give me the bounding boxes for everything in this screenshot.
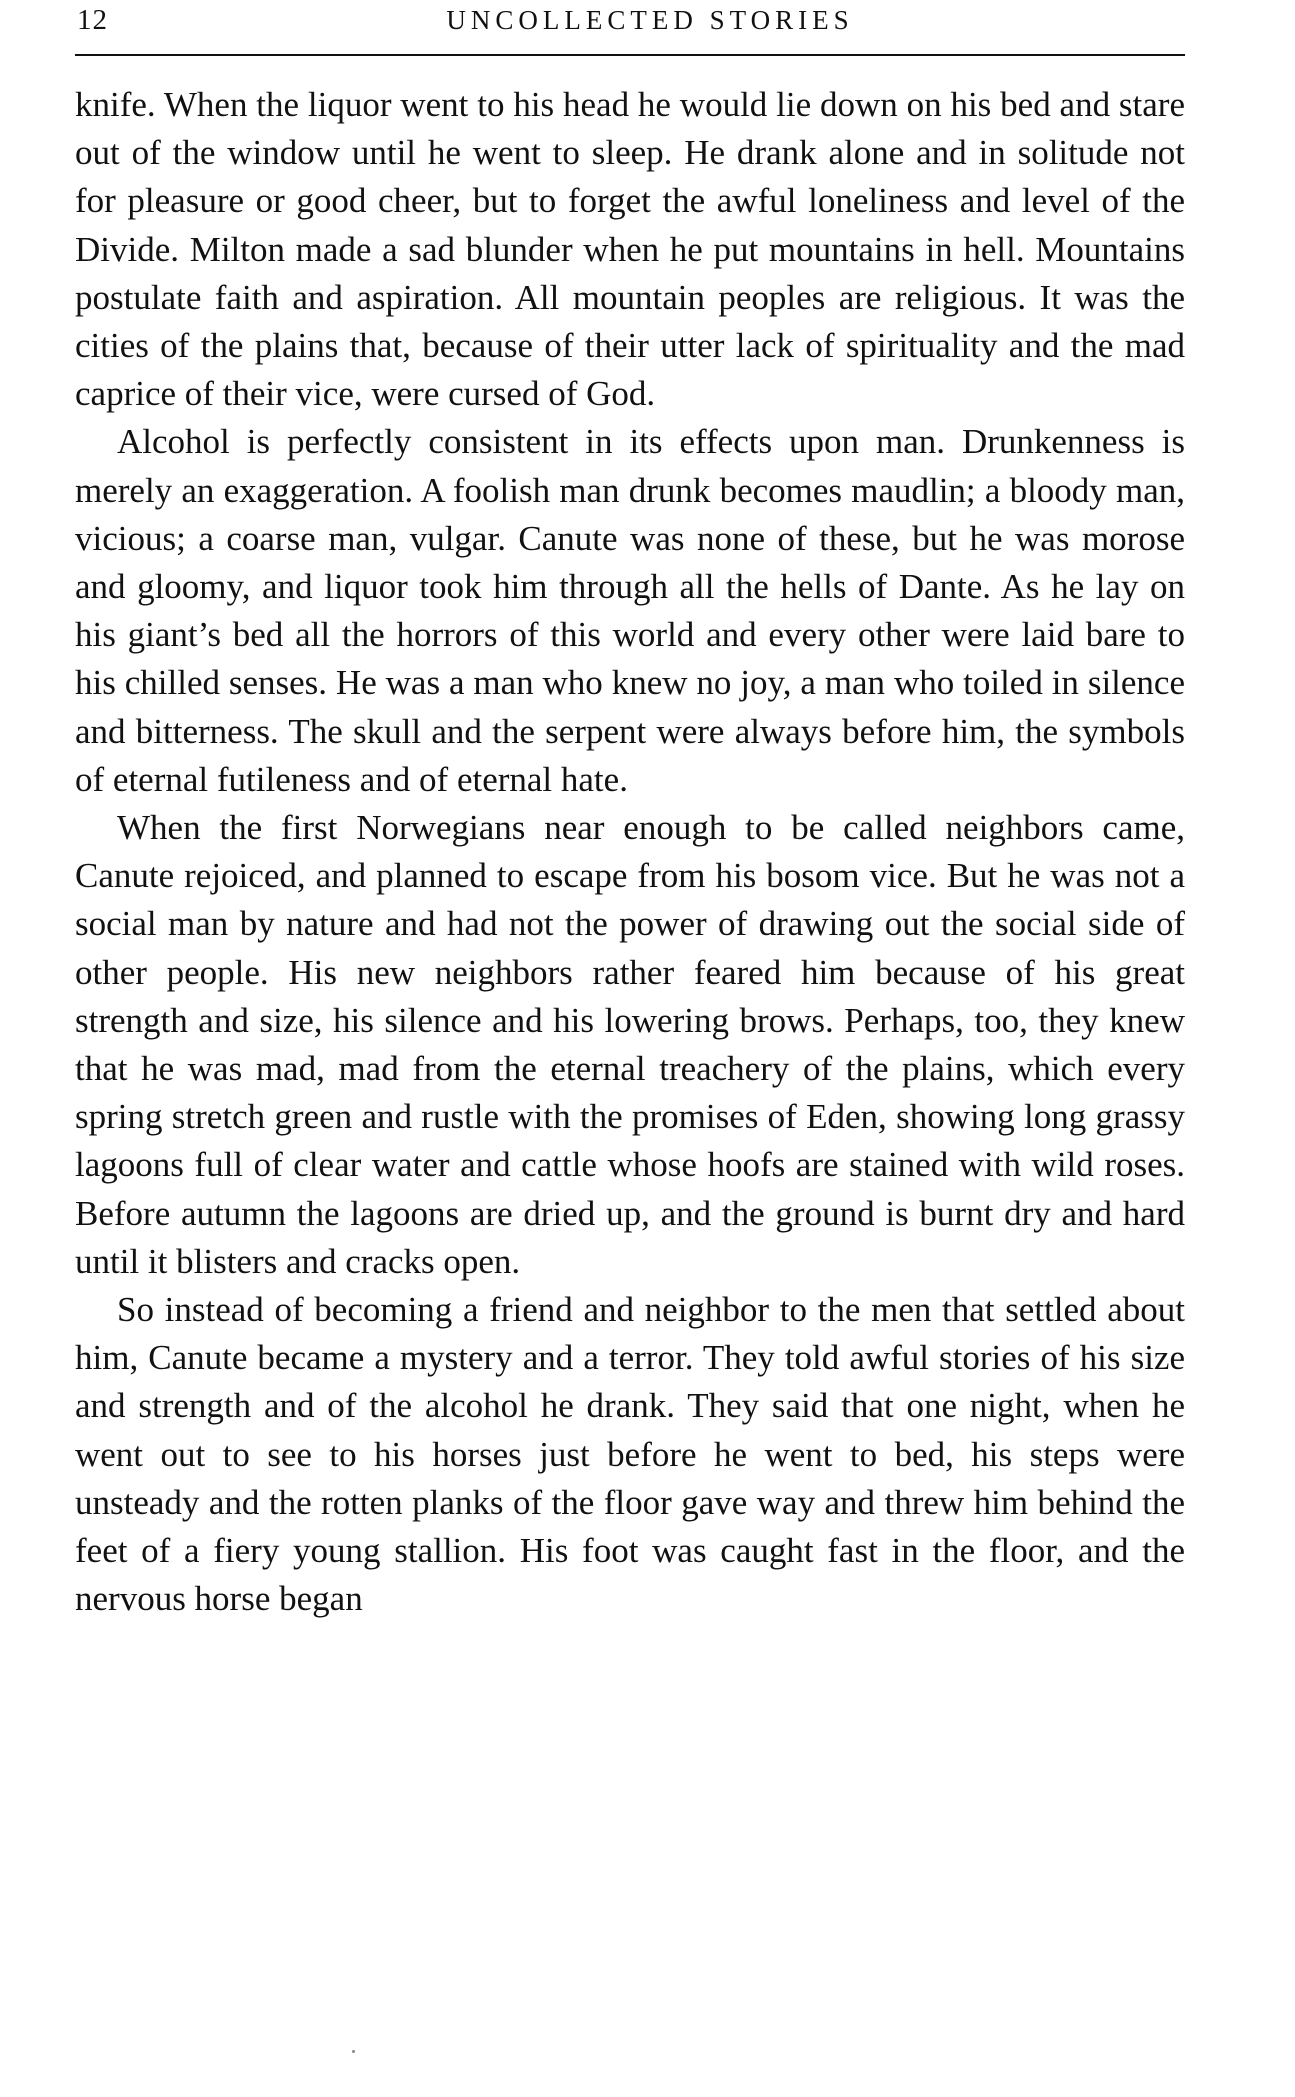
page-number: 12 xyxy=(77,4,108,36)
paragraph-mystery: So instead of becoming a friend and neighbor to the men that settled about him, Canute became a mystery and a terror. They told awful stories of his size and strength and of the alcohol he drank. They said that one night, when he went out to see to his horses just before he went to bed, his steps were unsteady and the rotten planks of the floor gave way and threw him behind the feet of a fiery young stallion. His foot was caught fast in the floor, and the nervous horse began xyxy=(75,1290,1185,1619)
print-speck xyxy=(352,2050,355,2053)
running-head xyxy=(75,2,1185,42)
paragraph-continuation: knife. When the liquor went to his head he would lie down on his bed and stare out of the window until he went to sleep. He drank alone and in solitude not for pleasure or good cheer, but to forget the awful loneliness and level of the Divide. Milton made a sad blunder when he put mountains in hell. Mountains postulate faith and aspiration. All mountain peoples are religious. It was the cities of the plains that, because of their utter lack of spirituality and the mad caprice of their vice, were cursed of God. xyxy=(75,85,1185,414)
book-page xyxy=(75,0,1185,1624)
body-text xyxy=(75,81,1185,1624)
running-title: UNCOLLECTED STORIES xyxy=(446,5,854,35)
paragraph-neighbors: When the first Norwegians near enough to be called neighbors came, Canute rejoiced, and planned to escape from his bosom vice. But he was not a social man by nature and had not the power of drawing out the social side of other people. His new neighbors rather feared him because of his great strength and size, his silence and his lowering brows. Perhaps, too, they knew that he was mad, mad from the eternal treachery of the plains, which every spring stretch green and rustle with the promises of Eden, showing long grassy lagoons full of clear water and cattle whose hoofs are stained with wild roses. Before autumn the lagoons are dried up, and the ground is burnt dry and hard until it blisters and cracks open. xyxy=(75,808,1185,1281)
header-rule xyxy=(75,54,1185,56)
paragraph-alcohol: Alcohol is perfectly consistent in its effects upon man. Drunkenness is merely an exaggeration. A foolish man drunk becomes maudlin; a bloody man, vicious; a coarse man, vulgar. Canute was none of these, but he was morose and gloomy, and liquor took him through all the hells of Dante. As he lay on his giant’s bed all the horrors of this world and every other were laid bare to his chilled senses. He was a man who knew no joy, a man who toiled in silence and bitterness. The skull and the serpent were always before him, the symbols of eternal futileness and of eternal hate. xyxy=(75,422,1185,799)
